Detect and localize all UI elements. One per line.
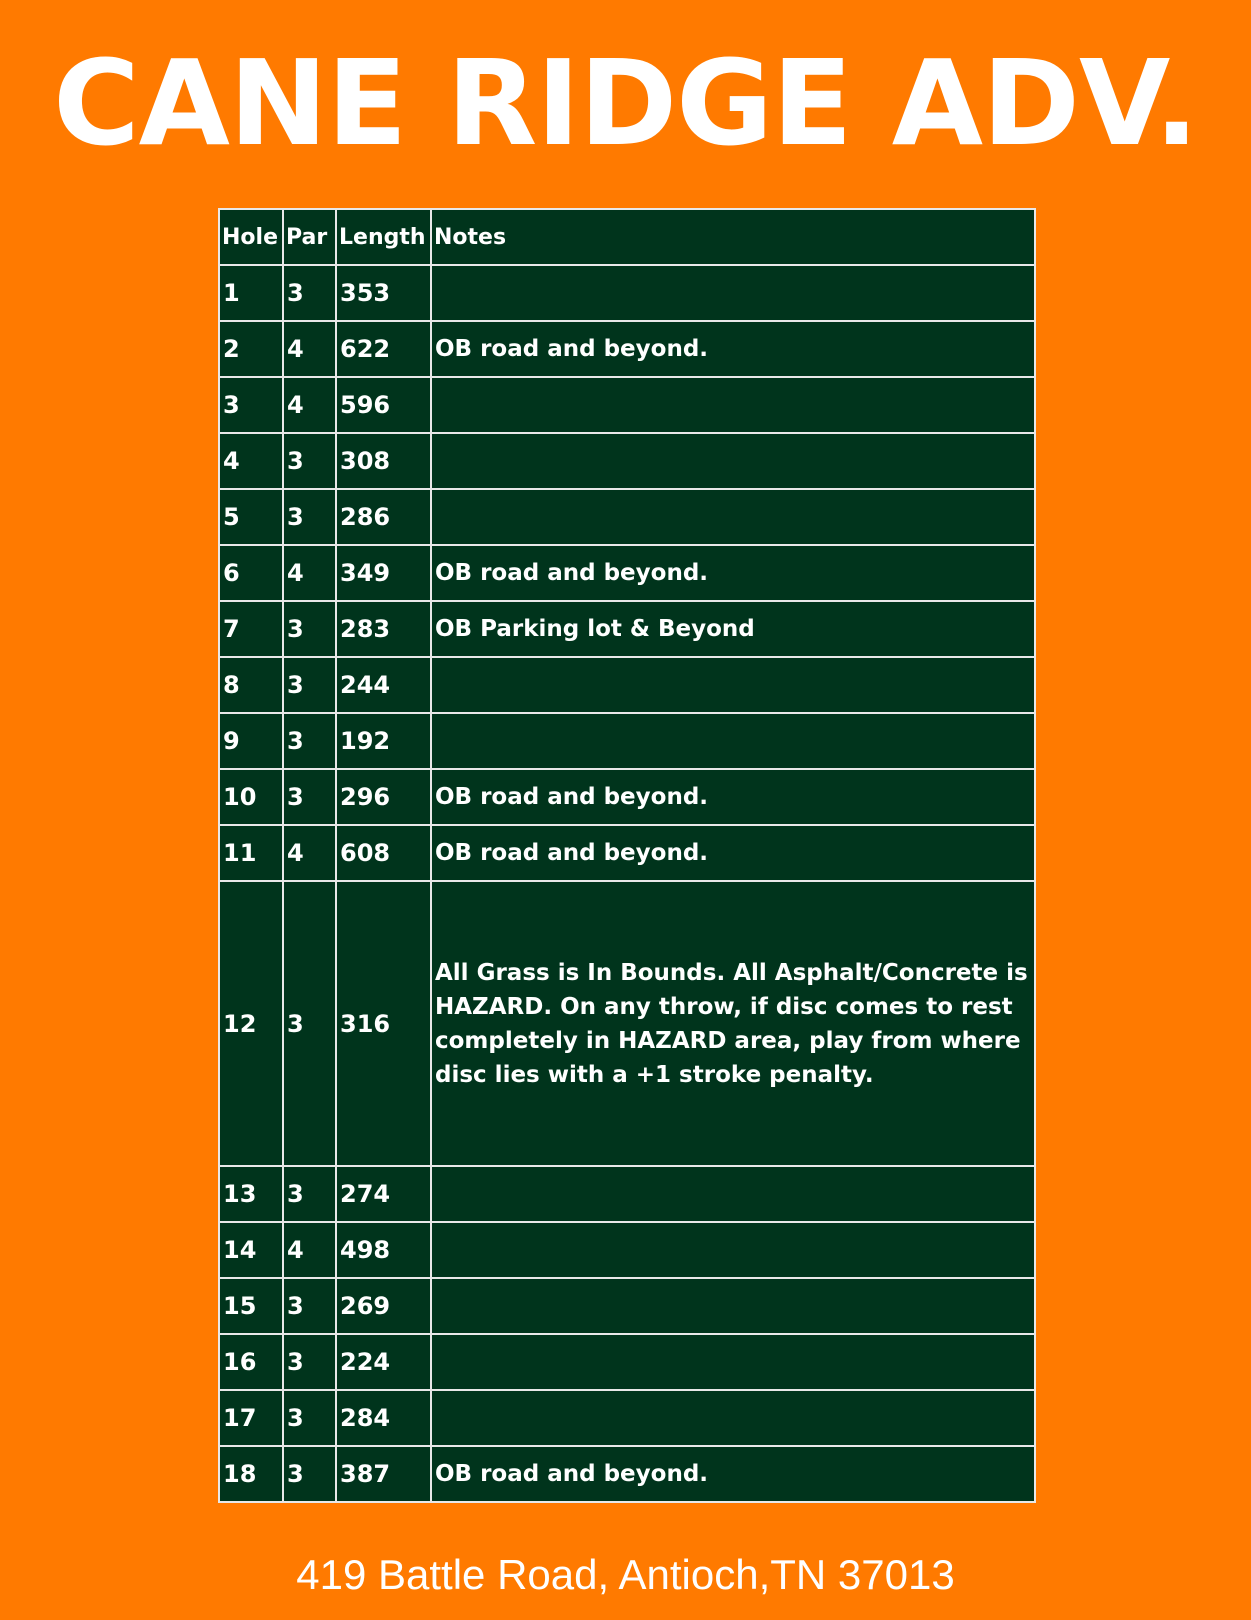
hole-cell: 14 (219, 1222, 283, 1278)
column-header-hole: Hole (219, 209, 283, 265)
notes-cell: All Grass is In Bounds. All Asphalt/Concrete is HAZARD. On any throw, if disc comes to rest completely in HAZARD area, play from where disc lies with a +1 stroke penalty. (431, 881, 1035, 1166)
table-row (219, 1390, 1035, 1446)
length-cell: 622 (336, 321, 431, 377)
length-cell: 269 (336, 1278, 431, 1334)
hole-cell: 16 (219, 1334, 283, 1390)
notes-cell: OB road and beyond. (431, 769, 1035, 825)
notes-cell (431, 1166, 1035, 1222)
table-header-row (219, 209, 1035, 265)
course-address: 419 Battle Road, Antioch,TN 37013 (296, 1551, 955, 1598)
table-row (219, 825, 1035, 881)
notes-cell: OB road and beyond. (431, 825, 1035, 881)
table-row (219, 657, 1035, 713)
length-cell: 387 (336, 1446, 431, 1502)
notes-cell (431, 265, 1035, 321)
hole-cell: 15 (219, 1278, 283, 1334)
notes-cell: OB road and beyond. (431, 321, 1035, 377)
table-row (219, 769, 1035, 825)
notes-cell (431, 1390, 1035, 1446)
par-cell: 3 (283, 1446, 336, 1502)
length-cell: 274 (336, 1166, 431, 1222)
column-header-notes: Notes (431, 209, 1035, 265)
par-cell: 4 (283, 377, 336, 433)
par-cell: 3 (283, 657, 336, 713)
page-title: CANE RIDGE ADV. (53, 34, 1198, 172)
hole-cell: 13 (219, 1166, 283, 1222)
par-cell: 3 (283, 1278, 336, 1334)
table-row (219, 377, 1035, 433)
hole-cell: 18 (219, 1446, 283, 1502)
length-cell: 498 (336, 1222, 431, 1278)
par-cell: 3 (283, 1390, 336, 1446)
par-cell: 4 (283, 545, 336, 601)
length-cell: 349 (336, 545, 431, 601)
notes-cell (431, 433, 1035, 489)
length-cell: 283 (336, 601, 431, 657)
length-cell: 596 (336, 377, 431, 433)
length-cell: 316 (336, 881, 431, 1166)
table-row (219, 1222, 1035, 1278)
par-cell: 3 (283, 265, 336, 321)
notes-cell (431, 1278, 1035, 1334)
table-row (219, 601, 1035, 657)
notes-cell (431, 713, 1035, 769)
length-cell: 224 (336, 1334, 431, 1390)
table-row (219, 1166, 1035, 1222)
column-header-par: Par (283, 209, 336, 265)
hole-cell: 17 (219, 1390, 283, 1446)
par-cell: 3 (283, 489, 336, 545)
length-cell: 286 (336, 489, 431, 545)
hole-cell: 1 (219, 265, 283, 321)
table-row (219, 321, 1035, 377)
length-cell: 353 (336, 265, 431, 321)
notes-cell (431, 1334, 1035, 1390)
hole-cell: 3 (219, 377, 283, 433)
hole-cell: 10 (219, 769, 283, 825)
notes-cell (431, 657, 1035, 713)
par-cell: 3 (283, 769, 336, 825)
table-row (219, 1278, 1035, 1334)
notes-cell (431, 489, 1035, 545)
notes-cell: OB road and beyond. (431, 1446, 1035, 1502)
length-cell: 296 (336, 769, 431, 825)
hole-cell: 12 (219, 881, 283, 1166)
table-row (219, 1446, 1035, 1502)
par-cell: 4 (283, 825, 336, 881)
table-row (219, 1334, 1035, 1390)
table-row (219, 713, 1035, 769)
par-cell: 3 (283, 881, 336, 1166)
hole-cell: 7 (219, 601, 283, 657)
par-cell: 4 (283, 321, 336, 377)
hole-cell: 11 (219, 825, 283, 881)
length-cell: 284 (336, 1390, 431, 1446)
table-row (219, 433, 1035, 489)
table-row (219, 545, 1035, 601)
table-row (219, 265, 1035, 321)
length-cell: 308 (336, 433, 431, 489)
table-row (219, 489, 1035, 545)
notes-cell (431, 377, 1035, 433)
par-cell: 3 (283, 1334, 336, 1390)
notes-cell: OB road and beyond. (431, 545, 1035, 601)
hole-cell: 6 (219, 545, 283, 601)
length-cell: 244 (336, 657, 431, 713)
scorecard-table (218, 208, 1036, 1503)
table-row (219, 881, 1035, 1166)
hole-cell: 4 (219, 433, 283, 489)
hole-cell: 9 (219, 713, 283, 769)
hole-cell: 2 (219, 321, 283, 377)
notes-cell (431, 1222, 1035, 1278)
par-cell: 4 (283, 1222, 336, 1278)
par-cell: 3 (283, 601, 336, 657)
length-cell: 192 (336, 713, 431, 769)
notes-cell: OB Parking lot & Beyond (431, 601, 1035, 657)
length-cell: 608 (336, 825, 431, 881)
par-cell: 3 (283, 433, 336, 489)
column-header-length: Length (336, 209, 431, 265)
par-cell: 3 (283, 1166, 336, 1222)
hole-cell: 5 (219, 489, 283, 545)
hole-cell: 8 (219, 657, 283, 713)
par-cell: 3 (283, 713, 336, 769)
